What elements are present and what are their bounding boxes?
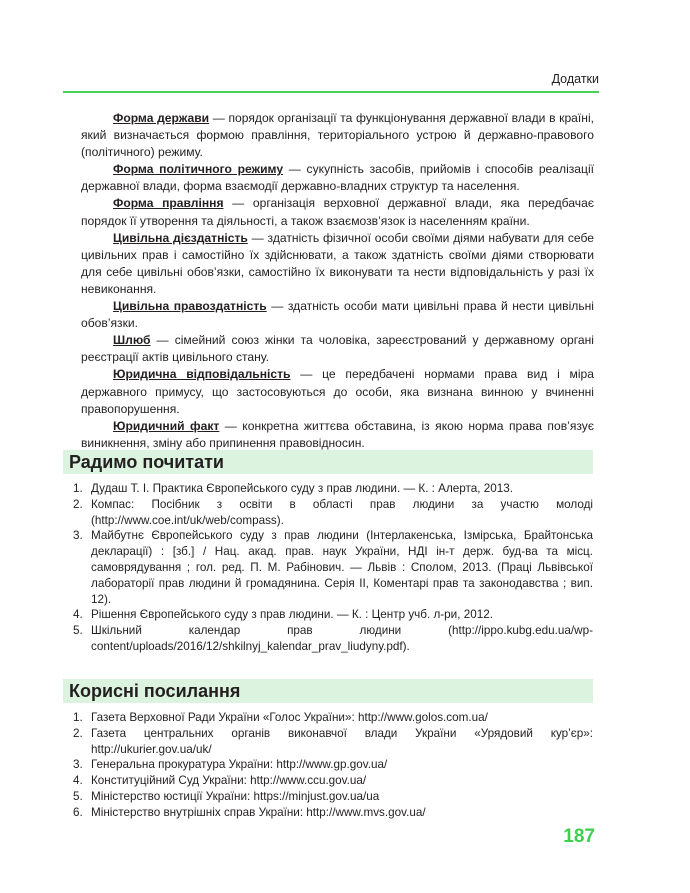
list-item-text: Шкільний календар прав людини (http://ippo.kubg.edu.ua/wp-content/uploads/2016/12/shkilnyj_kalendar_prav_liudyny.pdf). — [91, 624, 593, 653]
glossary-entry — [81, 332, 594, 366]
list-item — [73, 726, 593, 758]
list-item-number: 5. — [73, 624, 83, 638]
glossary-term: Форма правління — [113, 196, 224, 211]
list-item — [73, 481, 593, 497]
list-item-text: Газета центральних органів виконавчої влади України «Урядовий кур’єр»: http://ukurier.gov.ua/uk/ — [91, 726, 593, 756]
glossary — [81, 110, 594, 452]
glossary-definition: — конкретна життєва обставина, із якою норма права пов’язує виникнення, зміну або припинення правовідносин. — [81, 418, 594, 450]
list-item — [73, 607, 593, 623]
list-item-number: 6. — [73, 805, 83, 819]
links-list — [73, 710, 593, 821]
list-item — [73, 623, 593, 655]
list-item-number: 2. — [73, 726, 83, 740]
list-item-text: Газета Верховної Ради України «Голос України»: http://www.golos.com.ua/ — [91, 711, 488, 724]
list-item — [73, 528, 593, 607]
list-item-number: 4. — [73, 774, 83, 788]
list-item-text: Дудаш Т. І. Практика Європейського суду з прав людини. — К. : Алерта, 2013. — [91, 482, 513, 495]
list-item — [73, 757, 593, 773]
links-section-header — [63, 679, 593, 703]
glossary-term: Шлюб — [113, 333, 151, 348]
glossary-term: Цивільна правоздатність — [113, 299, 267, 314]
list-item-text: Міністерство юстиції України: https://minjust.gov.ua/ua — [91, 789, 380, 803]
glossary-entry — [81, 298, 594, 332]
list-item-text: Генеральна прокуратура України: http://www.gp.gov.ua/ — [91, 758, 388, 772]
glossary-definition: — сімейний союз жінки та чоловіка, зареєстрований у державному органі реєстрації актів цивільного стану. — [81, 333, 594, 365]
list-item — [73, 773, 593, 789]
list-item-number: 1. — [73, 711, 83, 724]
list-item-text: Майбутнє Європейського суду з прав людини (Інтерлакенська, Ізмірська, Брайтонська декларації) : [зб.] / Нац. акад. прав. наук України, НДІ ін-т держ. буд-ва та місц. самоврядування ; гол. ред. П. М. Рабінович. — Львів : Сполом, 2013. (Праці Львівської лабораторії прав людини й громадянина. Серія ІІ, Коментарі прав та законодавства ; вип. 12). — [91, 529, 593, 606]
glossary-term: Юридична відповідальність — [113, 367, 291, 382]
list-item-text: Міністерство внутрішніх справ України: http://www.mvs.gov.ua/ — [91, 805, 426, 819]
list-item-number: 3. — [73, 758, 83, 772]
list-item-number: 5. — [73, 789, 83, 803]
glossary-definition: — здатність фізичної особи своїми діями набувати для себе цивільних прав і самостійно їх здійснювати, а також здатність своїми діями створювати для себе цивільні обов’язки, самостійно їх виконувати та нести відповідальність у разі їх невиконання. — [81, 230, 594, 296]
list-item-number: 4. — [73, 608, 83, 622]
list-item — [73, 710, 593, 726]
glossary-entry — [81, 230, 594, 298]
glossary-definition: — здатність особи мати цивільні права й нести цивільні обов’язки. — [81, 299, 594, 331]
glossary-term: Форма політичного режиму — [113, 162, 284, 177]
links-section-title: Корисні посилання — [69, 681, 241, 701]
reading-list — [73, 481, 593, 655]
list-item — [73, 789, 593, 805]
glossary-entry — [81, 161, 594, 195]
list-item — [73, 497, 593, 529]
reading-section-header — [63, 450, 593, 474]
list-item-number: 1. — [73, 482, 83, 495]
list-item-text: Конституційний Суд України: http://www.ccu.gov.ua/ — [91, 774, 367, 788]
glossary-definition: — порядок організації та функціонування державної влади в країні, який визначається формою правління, територіального устрою й державно-правового (політичного) режиму. — [81, 111, 594, 160]
glossary-term: Форма держави — [113, 111, 210, 125]
glossary-definition: — сукупність засобів, прийомів і способів реалізації державної влади, форма взаємодії державно-владних структур та населення. — [81, 162, 594, 194]
glossary-entry — [81, 366, 594, 417]
header-divider — [63, 91, 599, 93]
glossary-entry — [81, 110, 594, 161]
list-item-text: Рішення Європейського суду з прав людини. — К. : Центр учб. л-ри, 2012. — [91, 608, 493, 622]
list-item-number: 3. — [73, 529, 83, 543]
reading-section-title: Радимо почитати — [69, 452, 224, 472]
glossary-term: Юридичний факт — [113, 418, 220, 433]
glossary-term: Цивільна дієздатність — [113, 230, 248, 245]
glossary-definition: — це передбачені нормами права вид і міра державного примусу, що застосовуються до особи, яка визнана винною у вчиненні правопорушення. — [81, 367, 594, 416]
list-item-text: Компас: Посібник з освіти в області прав людини за участю молоді (http://www.coe.int/uk/web/compass). — [91, 497, 593, 527]
list-item-number: 2. — [73, 497, 83, 511]
glossary-entry — [81, 195, 594, 229]
glossary-entry — [81, 418, 594, 452]
page-number: 187 — [563, 826, 595, 847]
list-item — [73, 805, 593, 821]
glossary-definition: — організація верховної державної влади, яка передбачає порядок її утворення та діяльності, а також взаємозв’язок із населенням країни. — [81, 196, 594, 228]
running-header-section: Додатки — [551, 72, 599, 86]
